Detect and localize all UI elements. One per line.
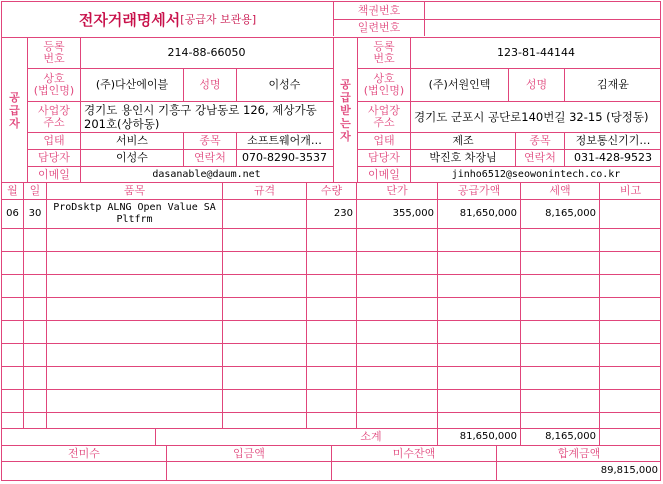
- supplier-addr-label: 사업장 주소: [38, 104, 70, 129]
- receiver-biz-type: 제조: [452, 134, 474, 147]
- table-row-0-day: 30: [28, 208, 42, 219]
- col-spec-header: 규격: [253, 184, 276, 197]
- subtotal-tax: 8,165,000: [545, 431, 596, 442]
- receiver-name-label: 상호 (법인명): [363, 72, 405, 97]
- supplier-name-label: 상호 (법인명): [33, 72, 75, 97]
- serial-no-label: 일련번호: [357, 21, 401, 34]
- supplier-manager-label: 담당자: [38, 151, 70, 164]
- col-month-header: 월: [7, 184, 18, 197]
- receiver-biz-type-label: 업태: [373, 134, 395, 147]
- supplier-reg-no: 214-88-66050: [167, 46, 246, 59]
- supplier-name: (주)다산에이블: [95, 78, 169, 91]
- subtotal-supply: 81,650,000: [459, 431, 517, 442]
- total-value: 89,815,000: [600, 465, 658, 476]
- supplier-manager: 이성수: [116, 151, 148, 164]
- table-row-0-qty: 230: [333, 208, 353, 219]
- receiver-biz-item: 정보통신기기…: [575, 134, 651, 147]
- col-price-header: 단가: [386, 184, 408, 197]
- supplier-contact-label: 연락처: [194, 151, 226, 164]
- receiver-manager-label: 담당자: [368, 151, 400, 164]
- table-row-0-month: 06: [6, 208, 19, 219]
- receiver-biz-item-label: 종목: [529, 134, 551, 147]
- receiver-manager: 박진호 차장님: [429, 151, 497, 164]
- table-row-0-supply: 81,650,000: [459, 208, 517, 219]
- unpaid-prev-value: [2, 462, 166, 480]
- receiver-addr-label: 사업장 주소: [368, 104, 400, 129]
- receiver-reg-no-label: 등록 번호: [373, 40, 395, 65]
- unpaid-prev-label: 전미수: [68, 446, 100, 460]
- book-no-label: 책권번호: [357, 3, 401, 17]
- receiver-contact: 031-428-9523: [574, 151, 652, 164]
- supplier-reg-no-label: 등록 번호: [43, 40, 65, 65]
- unpaid-balance-label: 미수잔액: [392, 446, 436, 460]
- col-tax-header: 세액: [549, 184, 571, 197]
- table-row-0-tax: 8,165,000: [545, 208, 596, 219]
- col-qty-header: 수량: [320, 184, 343, 197]
- table-row-0-spec: [223, 200, 306, 228]
- table-row-0-price: 355,000: [392, 208, 434, 219]
- receiver-rep: 김재윤: [597, 78, 629, 91]
- table-row-0-item: ProDsktp ALNG Open Value SA Pltfrm: [53, 202, 216, 225]
- supplier-contact: 070-8290-3537: [242, 151, 327, 164]
- supplier-biz-item-label: 종목: [199, 134, 221, 147]
- paid-value: [167, 462, 331, 480]
- paid-label: 입금액: [233, 446, 265, 460]
- receiver-contact-label: 연락처: [524, 151, 556, 164]
- receiver-email: jinho6512@seowonintech.co.kr: [451, 168, 621, 180]
- receiver-addr: 경기도 군포시 공단로140번길 32-15 (당정동): [414, 110, 649, 124]
- supplier-biz-item: 소프트웨어개…: [247, 134, 322, 147]
- book-no-value: [425, 2, 661, 19]
- col-item-header: 품목: [123, 184, 146, 197]
- receiver-email-label: 이메일: [368, 167, 400, 181]
- supplier-addr: 경기도 용인시 기흥구 강남동로 126, 제상가동 201호(상하동): [84, 103, 317, 131]
- supplier-rep-label: 성명: [199, 78, 221, 91]
- supplier-side-label: 공 급 자: [9, 90, 20, 130]
- receiver-name: (주)서원인텍: [428, 78, 491, 91]
- unpaid-balance-value: [332, 462, 496, 480]
- title-subtitle: [공급자 보관용]: [180, 13, 257, 26]
- col-day-header: 일: [29, 184, 41, 197]
- col-note-header: 비고: [619, 184, 642, 197]
- subtotal-label: 소계: [360, 430, 382, 443]
- serial-no-value: [425, 20, 661, 36]
- supplier-email-label: 이메일: [38, 167, 70, 181]
- receiver-rep-label: 성명: [525, 78, 548, 91]
- supplier-email: dasanable@daum.net: [152, 168, 261, 180]
- supplier-rep: 이성수: [268, 78, 301, 91]
- table-row-0-note: [600, 200, 661, 228]
- total-label: 합계금액: [557, 446, 601, 460]
- supplier-biz-type: 서비스: [116, 134, 148, 147]
- document-title: [2, 2, 333, 36]
- receiver-reg-no: 123-81-44144: [497, 46, 575, 59]
- supplier-biz-type-label: 업태: [43, 134, 65, 147]
- title-main: 전자거래명세서: [78, 10, 181, 29]
- col-supply-header: 공급가액: [457, 184, 501, 197]
- receiver-side-label: 공 급 받 는 자: [340, 77, 351, 143]
